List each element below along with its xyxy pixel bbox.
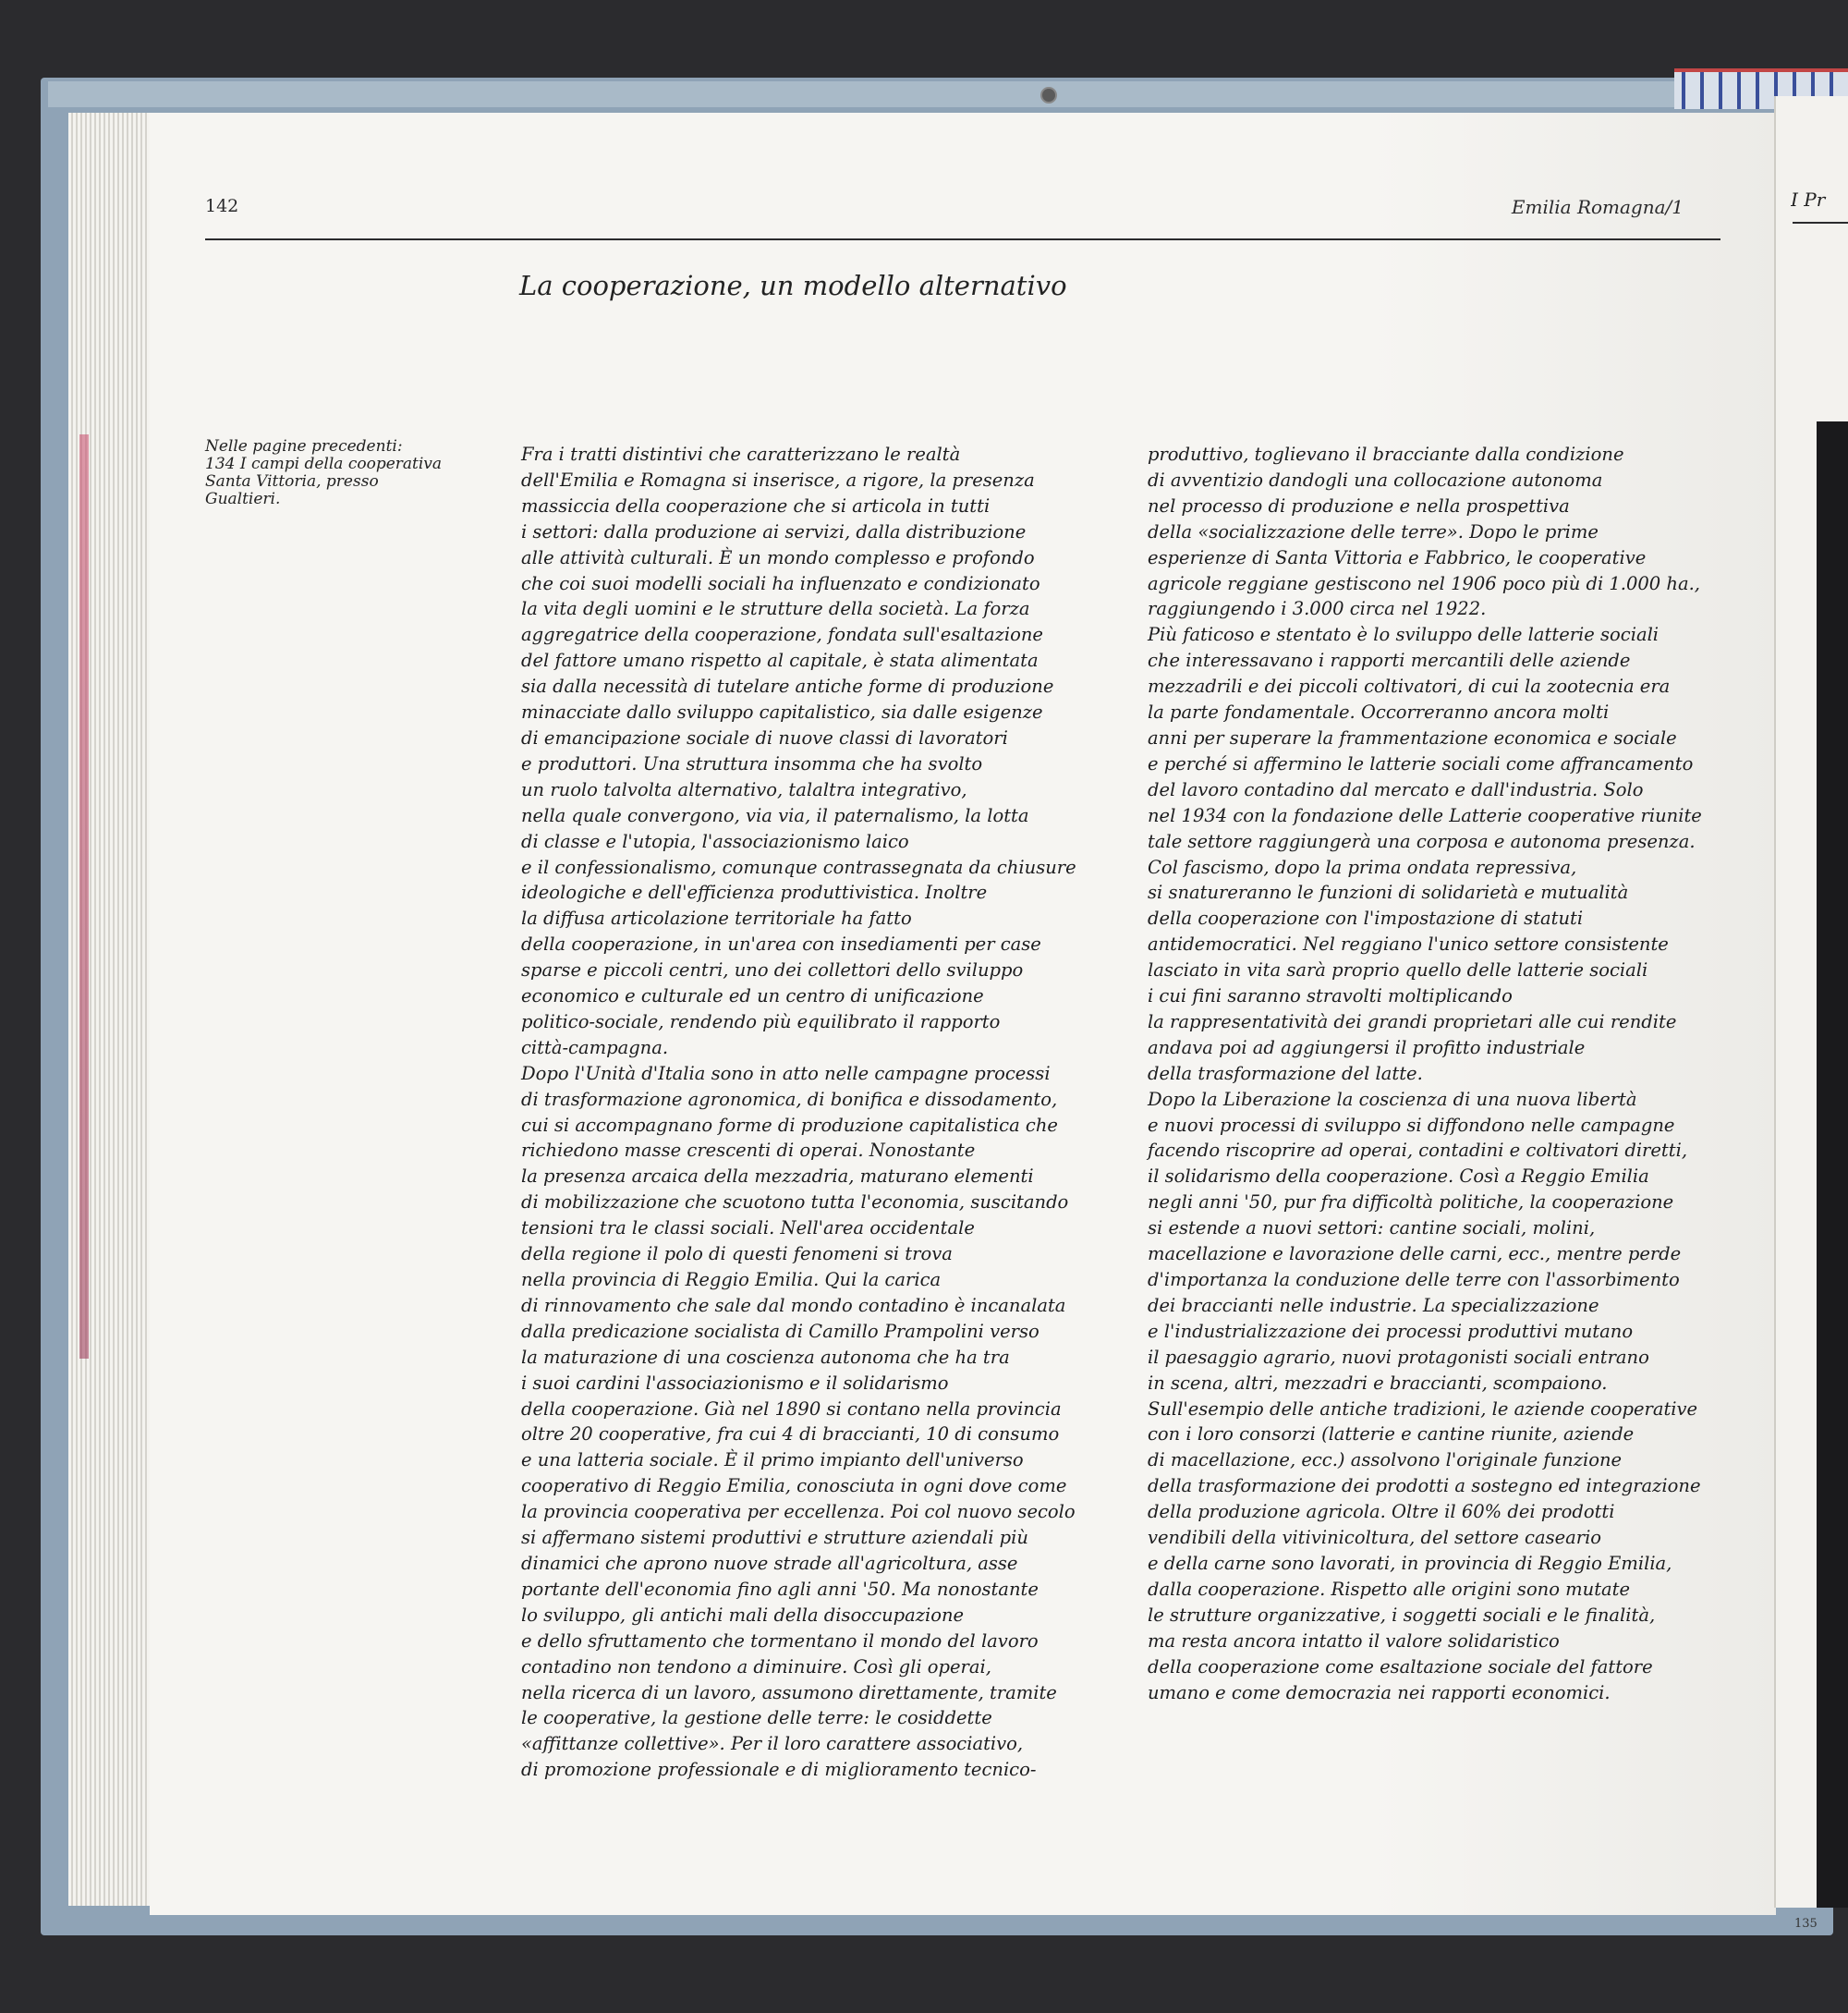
text-line: e produttori. Una struttura insomma che ha svolto [521,752,983,775]
right-header-rule [1793,222,1848,224]
text-line: e nuovi processi di sviluppo si diffondono nelle campagne [1148,1114,1675,1136]
text-line: portante dell'economia fino agli anni '50. Ma nonostante [521,1578,1039,1600]
text-line: il paesaggio agrario, nuovi protagonisti sociali entrano [1148,1346,1649,1368]
text-line: di trasformazione agronomica, di bonifica e dissodamento, [521,1088,1058,1110]
text-line: Dopo la Liberazione la coscienza di una nuova libertà [1148,1088,1637,1110]
text-line: nella provincia di Reggio Emilia. Qui la carica [521,1269,942,1290]
text-line: vendibili della vitivinicoltura, del settore caseario [1148,1527,1602,1549]
text-line: la maturazione di una coscienza autonoma che ha tra [521,1346,1010,1368]
right-page [1774,96,1848,1931]
text-line: alle attività culturali. È un mondo complesso e profondo [521,546,1035,568]
text-line: e perché si affermino le latterie sociali come affrancamento [1148,752,1694,775]
text-line: il solidarismo della cooperazione. Così a Reggio Emilia [1148,1165,1649,1188]
text-line: di promozione professionale e di miglioramento tecnico- [521,1759,1037,1781]
text-line: della cooperazione come esaltazione sociale del fattore [1148,1655,1653,1678]
text-line: si snatureranno le funzioni di solidarietà e mutualità [1148,882,1629,904]
text-line: ideologiche e dell'efficienza produttivistica. Inoltre [521,882,988,904]
running-head: Emilia Romagna/1 [1511,196,1684,218]
text-line: si estende a nuovi settori: cantine sociali, molini, [1148,1217,1596,1239]
text-line: Più faticoso e stentato è lo sviluppo delle latterie sociali [1148,624,1660,646]
text-line: di emancipazione sociale di nuove classi di lavoratori [521,726,1008,749]
text-line: della cooperazione. Già nel 1890 si contano nella provincia [521,1397,1062,1420]
text-line: produttivo, toglievano il bracciante dalla condizione [1148,444,1624,465]
text-line: mezzadrili e dei piccoli coltivatori, di cui la zootecnia era [1148,676,1671,698]
text-line: di avventizio dandogli una collocazione autonoma [1148,469,1603,491]
text-line: negli anni '50, pur fra difficoltà politiche, la cooperazione [1148,1191,1674,1214]
text-line: umano e come democrazia nei rapporti economici. [1148,1681,1611,1703]
text-line: i cui fini saranno stravolti moltiplicando [1148,985,1513,1007]
text-line: tale settore raggiungerà una corposa e autonoma presenza. [1148,830,1696,852]
text-line: dell'Emilia e Romagna si inserisce, a rigore, la presenza [521,469,1035,491]
text-line: della trasformazione dei prodotti a sostegno ed integrazione [1148,1475,1701,1497]
text-line: anni per superare la frammentazione economica e sociale [1148,726,1677,749]
text-line: e della carne sono lavorati, in provincia di Reggio Emilia, [1148,1552,1672,1574]
text-line: le cooperative, la gestione delle terre: le cosiddette [521,1707,992,1729]
text-line: le strutture organizzative, i soggetti sociali e le finalità, [1148,1604,1656,1626]
text-line: oltre 20 cooperative, fra cui 4 di braccianti, 10 di consumo [521,1423,1060,1446]
text-line: economico e culturale ed un centro di unificazione [521,985,984,1007]
binding-screw-icon [1040,87,1057,104]
text-line: cooperativo di Reggio Emilia, conosciuta in ogni dove come [521,1475,1067,1497]
chapter-title: La cooperazione, un modello alternativo [519,270,1067,301]
text-line: dalla cooperazione. Rispetto alle origini sono mutate [1148,1578,1631,1600]
text-line: un ruolo talvolta alternativo, talaltra integrativo, [521,778,967,800]
page-number: 142 [205,196,239,216]
text-line: della «socializzazione delle terre». Dopo le prime [1148,520,1599,543]
text-line: Col fascismo, dopo la prima ondata repressiva, [1148,856,1577,878]
text-line: in scena, altri, mezzadri e braccianti, scompaiono. [1148,1372,1608,1394]
text-column-1 [521,442,1076,1783]
text-line: dei braccianti nelle industrie. La specializzazione [1148,1294,1599,1316]
photo-caption [205,438,482,508]
caption-line: Gualtieri. [205,490,281,508]
photo [1817,421,1848,1908]
header-rule [205,238,1720,240]
text-line: della cooperazione, in un'area con insediamenti per case [521,933,1041,956]
text-line: della produzione agricola. Oltre il 60% dei prodotti [1148,1501,1615,1523]
text-line: la presenza arcaica della mezzadria, maturano elementi [521,1165,1034,1188]
text-line: richiedono masse crescenti di operai. Nonostante [521,1140,976,1162]
text-line: del lavoro contadino dal mercato e dall'industria. Solo [1148,778,1644,800]
text-line: antidemocratici. Nel reggiano l'unico settore consistente [1148,933,1669,956]
caption-line: Nelle pagine precedenti: [205,437,403,456]
text-line: e dello sfruttamento che tormentano il mondo del lavoro [521,1629,1039,1652]
text-line: lasciato in vita sarà proprio quello delle latterie sociali [1148,959,1648,982]
text-line: d'importanza la conduzione delle terre con l'assorbimento [1148,1269,1680,1290]
text-line: la vita degli uomini e le strutture della società. La forza [521,598,1030,620]
text-line: e l'industrializzazione dei processi produttivi mutano [1148,1320,1634,1342]
right-running-head: I Pr [1791,189,1826,211]
text-line: che coi suoi modelli sociali ha influenzato e condizionato [521,572,1040,594]
text-line: cui si accompagnano forme di produzione capitalistica che [521,1114,1058,1136]
text-line: agricole reggiane gestiscono nel 1906 poco più di 1.000 ha., [1148,572,1700,594]
text-line: di macellazione, ecc.) assolvono l'originale funzione [1148,1449,1623,1471]
text-line: facendo riscoprire ad operai, contadini e coltivatori diretti, [1148,1140,1688,1162]
text-line: nella quale convergono, via via, il paternalismo, la lotta [521,804,1029,826]
text-line: di rinnovamento che sale dal mondo contadino è incanalata [521,1294,1066,1316]
text-line: ma resta ancora intatto il valore solidaristico [1148,1629,1560,1652]
text-line: i suoi cardini l'associazionismo e il solidarismo [521,1372,949,1394]
text-line: e il confessionalismo, comunque contrassegnata da chiusure [521,856,1076,878]
caption-line: 134 I campi della cooperativa [205,455,443,473]
text-line: con i loro consorzi (latterie e cantine riunite, aziende [1148,1423,1635,1446]
text-line: andava poi ad aggiungersi il profitto industriale [1148,1036,1586,1058]
text-line: della regione il polo di questi fenomeni si trova [521,1243,953,1265]
text-line: massiccia della cooperazione che si articola in tutti [521,494,991,517]
text-line: «affittanze collettive». Per il loro carattere associativo, [521,1733,1024,1755]
text-line: Dopo l'Unità d'Italia sono in atto nelle campagne processi [521,1062,1051,1084]
text-line: la provincia cooperativa per eccellenza. Poi col nuovo secolo [521,1501,1076,1523]
text-line: la diffusa articolazione territoriale ha fatto [521,908,912,930]
text-line: Sull'esempio delle antiche tradizioni, le aziende cooperative [1148,1397,1698,1420]
page-edge-stain [79,434,89,1359]
text-line: e una latteria sociale. È il primo impianto dell'universo [521,1449,1024,1471]
text-line: nella ricerca di un lavoro, assumono direttamente, tramite [521,1681,1057,1703]
text-line: sia dalla necessità di tutelare antiche forme di produzione [521,676,1054,698]
text-line: della cooperazione con l'impostazione di statuti [1148,908,1584,930]
text-line: la parte fondamentale. Occorreranno ancora molti [1148,702,1610,724]
text-line: aggregatrice della cooperazione, fondata sull'esaltazione [521,624,1043,646]
text-line: nel 1934 con la fondazione delle Latterie cooperative riunite [1148,804,1702,826]
text-line: dalla predicazione socialista di Camillo Prampolini verso [521,1320,1040,1342]
text-line: esperienze di Santa Vittoria e Fabbrico, le cooperative [1148,546,1647,568]
text-line: la rappresentatività dei grandi proprietari alle cui rendite [1148,1010,1677,1032]
text-line: della trasformazione del latte. [1148,1062,1423,1084]
left-page [150,113,1776,1915]
text-line: tensioni tra le classi sociali. Nell'area occidentale [521,1217,975,1239]
text-line: Fra i tratti distintivi che caratterizzano le realtà [521,444,961,465]
text-line: raggiungendo i 3.000 circa nel 1922. [1148,598,1487,620]
text-line: del fattore umano rispetto al capitale, è stata alimentata [521,650,1039,672]
text-line: nel processo di produzione e nella prospettiva [1148,494,1570,517]
text-line: di mobilizzazione che scuotono tutta l'economia, suscitando [521,1191,1069,1214]
text-line: minacciate dallo sviluppo capitalistico, sia dalle esigenze [521,702,1043,724]
text-line: che interessavano i rapporti mercantili delle aziende [1148,650,1631,672]
text-column-2 [1148,442,1739,1705]
text-line: politico-sociale, rendendo più equilibrato il rapporto [521,1010,1001,1032]
text-line: sparse e piccoli centri, uno dei collettori dello sviluppo [521,959,1024,982]
book-cover-top [48,81,1785,107]
right-photo-number: 135 [1794,1917,1818,1931]
text-line: città-campagna. [521,1036,669,1058]
caption-line: Santa Vittoria, presso [205,472,379,491]
text-line: lo sviluppo, gli antichi mali della disoccupazione [521,1604,965,1626]
text-line: si affermano sistemi produttivi e strutture aziendali più [521,1527,1028,1549]
text-line: di classe e l'utopia, l'associazionismo laico [521,830,909,852]
text-line: i settori: dalla produzione ai servizi, dalla distribuzione [521,520,1027,543]
text-line: dinamici che aprono nuove strade all'agricoltura, asse [521,1552,1018,1574]
text-line: macellazione e lavorazione delle carni, ecc., mentre perde [1148,1243,1682,1265]
text-line: contadino non tendono a diminuire. Così gli operai, [521,1655,991,1678]
